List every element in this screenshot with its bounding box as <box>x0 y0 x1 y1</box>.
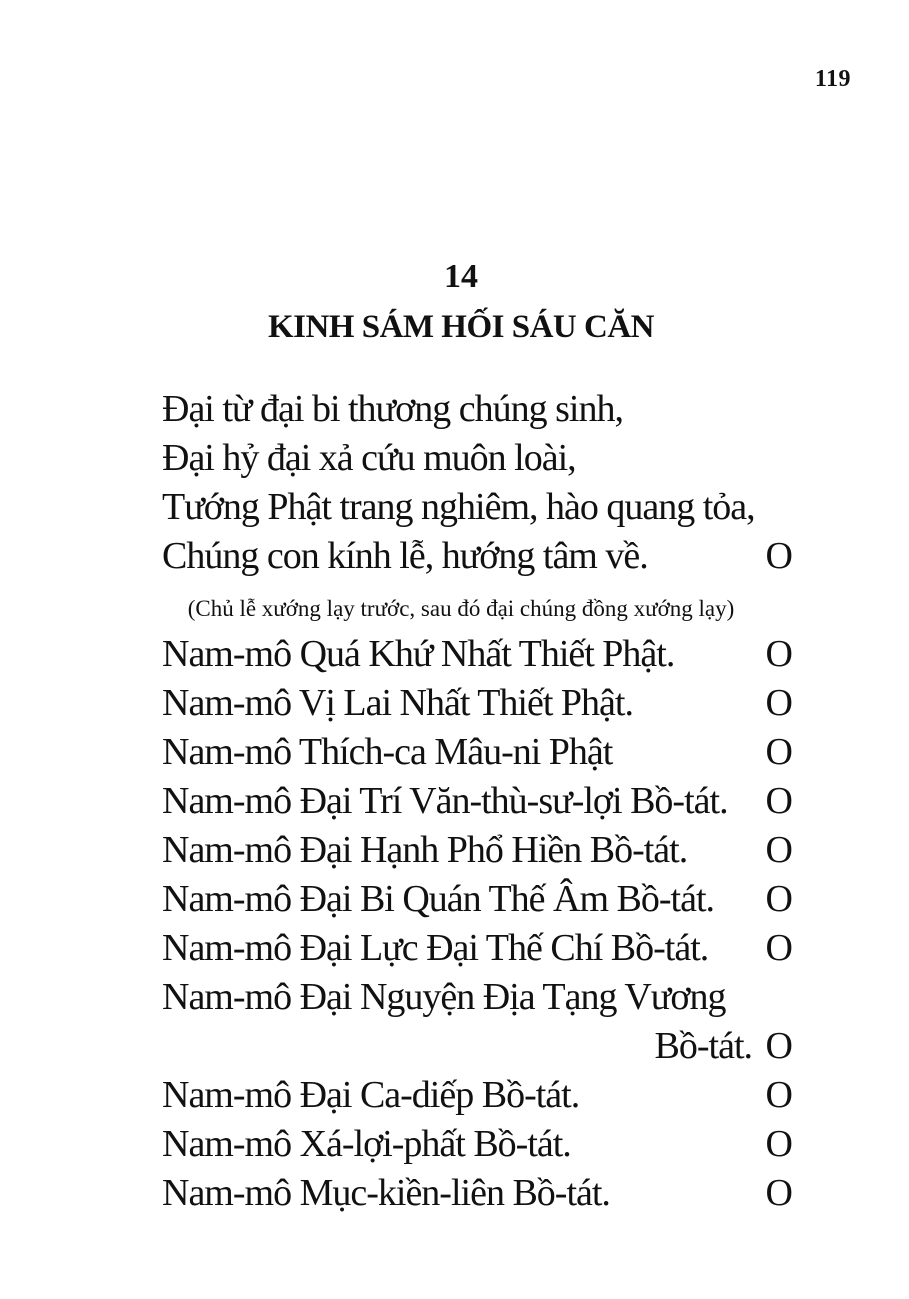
bell-mark: O <box>765 1172 792 1214</box>
verse-text: Chúng con kính lễ, hướng tâm về. <box>162 535 648 577</box>
bell-mark: O <box>765 1123 792 1165</box>
bell-mark: O <box>765 1025 792 1067</box>
invocation-line <box>162 973 794 1022</box>
invocation-text: Nam-mô Đại Hạnh Phổ Hiền Bồ-tát. <box>162 829 688 871</box>
invocation-line <box>162 826 794 875</box>
bell-mark: O <box>765 780 792 822</box>
invocation-text: Nam-mô Quá Khứ Nhất Thiết Phật. <box>162 633 675 675</box>
verse-text: Đại hỷ đại xả cứu muôn loài, <box>162 437 576 479</box>
invocation-line <box>162 1169 794 1218</box>
invocation-continuation-line <box>162 1022 794 1071</box>
invocation-line <box>162 728 794 777</box>
invocation-text: Nam-mô Thích-ca Mâu-ni Phật <box>162 731 613 773</box>
invocation-line <box>162 1120 794 1169</box>
invocation-text: Nam-mô Mục-kiền-liên Bồ-tát. <box>162 1172 610 1214</box>
invocation-line <box>162 777 794 826</box>
page-number: 119 <box>814 66 851 92</box>
invocation-text: Nam-mô Đại Ca-diếp Bồ-tát. <box>162 1074 580 1116</box>
invocation-text: Nam-mô Vị Lai Nhất Thiết Phật. <box>162 682 633 724</box>
verse-line <box>162 385 794 434</box>
bell-mark: O <box>765 682 792 724</box>
invocation-text: Nam-mô Đại Lực Đại Thế Chí Bồ-tát. <box>162 927 709 969</box>
instruction-note: (Chủ lễ xướng lạy trước, sau đó đại chúng đồng xướng lạy) <box>187 596 735 621</box>
bell-mark: O <box>765 633 792 675</box>
bell-mark: O <box>765 878 792 920</box>
bell-mark: O <box>765 535 792 577</box>
invocation-line <box>162 1071 794 1120</box>
chapter-title: KINH SÁM HỐI SÁU CĂN <box>267 309 655 345</box>
invocation-line <box>162 875 794 924</box>
invocation-line <box>162 630 794 679</box>
verse-line <box>162 483 794 532</box>
invocation-text: Bồ-tát. <box>654 1025 752 1067</box>
invocation-text: Nam-mô Xá-lợi-phất Bồ-tát. <box>162 1123 571 1165</box>
chapter-number: 14 <box>444 258 478 295</box>
invocation-text: Nam-mô Đại Nguyện Địa Tạng Vương <box>162 976 726 1018</box>
invocation-text: Nam-mô Đại Trí Văn-thù-sư-lợi Bồ-tát. <box>162 780 728 822</box>
invocation-line <box>162 924 794 973</box>
bell-mark: O <box>765 1074 792 1116</box>
bell-mark: O <box>765 927 792 969</box>
invocation-text: Nam-mô Đại Bi Quán Thế Âm Bồ-tát. <box>162 878 715 920</box>
verse-text: Đại từ đại bi thương chúng sinh, <box>162 388 623 430</box>
bell-mark: O <box>765 829 792 871</box>
verse-text: Tướng Phật trang nghiêm, hào quang tỏa, <box>162 486 755 528</box>
invocation-line <box>162 679 794 728</box>
verse-line <box>162 532 794 581</box>
verse-line <box>162 434 794 483</box>
bell-mark: O <box>765 731 792 773</box>
